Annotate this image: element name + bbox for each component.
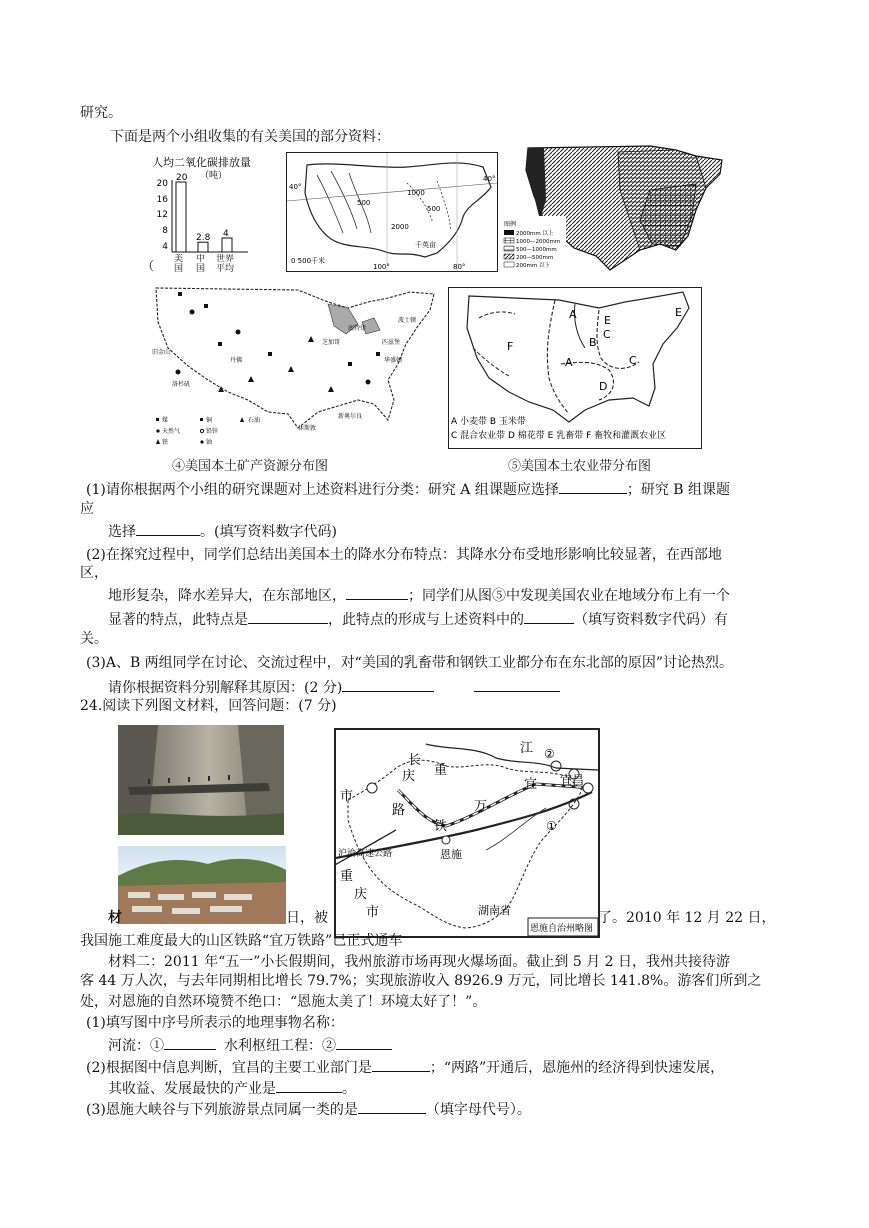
agri-legend-line2: C 混合农业带 D 棉花带 E 乳畜带 F 畜牧和灌溉农业区 xyxy=(451,431,667,441)
q24-2-text-c: 其收益、发展最快的产业是 xyxy=(108,1081,276,1097)
enshi-label-wan: 万 xyxy=(474,799,488,814)
answer-blank[interactable] xyxy=(474,677,560,692)
enshi-label-shi2: 市 xyxy=(366,905,380,920)
city-boston: 波士顿 xyxy=(398,317,417,324)
precip-legend-1: 2000mm 以上 xyxy=(516,231,554,237)
q2-text-c: 显著的特点，此特点是 xyxy=(108,612,248,628)
city-la: 洛杉矶 xyxy=(172,381,191,388)
q2-line1: (2)在探究过程中，同学们总结出美国本土的降水分布特点：其降水分布受地形影响比较显著，在西部地 xyxy=(86,547,722,563)
bar-world xyxy=(222,238,232,252)
agri-letter-b: B xyxy=(589,336,597,349)
precip-legend-title: 图例 xyxy=(504,221,517,228)
terrain-scale: 0 500千米 xyxy=(291,257,326,265)
y-tick: 12 xyxy=(156,210,168,220)
q2-text-b: ；同学们从图⑤中发现美国农业在地域分布上有一个 xyxy=(408,588,730,604)
terrain-label-500b: 500 xyxy=(427,205,441,213)
terrain-label-500a: 500 xyxy=(357,199,371,207)
y-tick: 20 xyxy=(156,179,168,189)
city-houston: 休斯敦 xyxy=(298,425,317,432)
intro-text: 下面是两个小组收集的有关美国的部分资料： xyxy=(110,129,390,145)
agri-letter-a2: A xyxy=(565,356,573,369)
agri-letter-e2: E xyxy=(675,306,682,319)
enshi-label-zhong1: 重 xyxy=(434,763,448,778)
y-tick: 16 xyxy=(156,195,168,205)
fig5-caption: ⑤美国本土农业带分布图 xyxy=(508,459,652,474)
q1-line2: 应 xyxy=(80,501,94,517)
agri-letter-e1: E xyxy=(604,314,611,327)
q2-line3 xyxy=(108,585,730,606)
q24-title: 24.阅读下列图文材料，回答问题：(7 分) xyxy=(80,698,337,714)
city-sf: 旧金山 xyxy=(152,349,171,356)
enshi-map xyxy=(334,728,600,938)
co2-bar-chart xyxy=(140,152,282,280)
q24-1-text-a: 河流：① xyxy=(108,1038,164,1054)
material1-end: 了。2010 年 12 月 22 日， xyxy=(598,910,776,926)
precipitation-map xyxy=(500,140,732,274)
q3-line1: (3)A、B 两组同学在讨论、交流过程中，对“美国的乳畜带和钢铁工业都分布在东北部的原因”讨论热烈。 xyxy=(86,655,733,671)
answer-blank[interactable] xyxy=(336,1035,392,1050)
enshi-label-zhong2: 重 xyxy=(340,869,354,884)
bar-usa xyxy=(176,182,186,252)
q24-3-line1 xyxy=(86,1099,531,1120)
q24-1-line1: (1)填写图中序号所表示的地理事物名称： xyxy=(86,1015,344,1031)
enshi-label-yichang: 宜昌 xyxy=(560,773,585,787)
terrain-label-80: 80° xyxy=(453,263,466,271)
answer-blank[interactable] xyxy=(346,585,408,600)
material2-line2: 客 44 万人次，与去年同期相比增长 79.7%；实现旅游收入 8926.9 万元，同比增长 141.8%。游客们所到之 xyxy=(80,973,762,989)
city-denver: 丹佛 xyxy=(230,357,243,364)
co2-chart-unit: （吨） xyxy=(200,171,228,181)
terrain-label-100: 100° xyxy=(373,263,390,271)
q24-1-text-b: 水利枢纽工程：② xyxy=(224,1038,336,1054)
q24-2-text-d: 。 xyxy=(342,1081,356,1097)
enshi-caption: 恩施自治州略图 xyxy=(530,924,594,934)
paren-open: （ xyxy=(142,259,155,273)
precip-legend-2: 1000—2000mm xyxy=(516,239,561,245)
terrain-label-40e: 40° xyxy=(483,175,496,183)
answer-blank[interactable] xyxy=(358,1099,426,1114)
answer-blank[interactable] xyxy=(136,521,200,536)
agri-letter-c1: C xyxy=(629,354,637,367)
precip-legend-3: 500—1000mm xyxy=(516,247,557,253)
material1-start: 材 xyxy=(108,910,122,926)
material2-line1: 材料二：2011 年“五一”小长假期间，我州旅游市场再现火爆场面。截止到 5 月 2 日，我州共接待游 xyxy=(108,954,731,970)
q2-line4 xyxy=(108,609,728,630)
answer-blank[interactable] xyxy=(559,479,627,494)
city-pittsburgh: 匹兹堡 xyxy=(382,339,401,346)
fig4-caption: ④美国本土矿产资源分布图 xyxy=(172,459,329,474)
mineral-legend-leadzinc: 铅锌 xyxy=(206,428,219,435)
q2-line2: 区， xyxy=(80,565,108,581)
enshi-label-tie: 铁 xyxy=(434,819,448,834)
material1-mid: 日，被 xyxy=(286,910,328,926)
enshi-label-chang: 长 xyxy=(408,753,422,768)
terrain-map xyxy=(286,152,498,272)
q1-text-b: ；研究 B 组课题 xyxy=(626,482,731,498)
text-yanjiu: 研究。 xyxy=(80,105,122,121)
canyon-photo xyxy=(118,725,284,835)
answer-blank[interactable] xyxy=(248,609,328,624)
y-tick: 4 xyxy=(162,242,168,252)
bar-label-world: 世界平均 xyxy=(216,254,235,274)
answer-blank[interactable] xyxy=(524,609,574,624)
q24-2-text-a: (2)根据图中信息判断，宜昌的主要工业部门是 xyxy=(86,1060,372,1076)
bar-value-china: 2.8 xyxy=(196,233,211,243)
enshi-label-yi: 宜 xyxy=(524,777,538,792)
material1-line2: 我国施工难度最大的山区铁路“宜万铁路”已正式通车 xyxy=(80,933,403,949)
terrain-label-acre: 千英亩 xyxy=(415,241,436,249)
bar-value-usa: 20 xyxy=(176,173,188,183)
enshi-label-2: ② xyxy=(544,747,555,761)
enshi-label-shi1: 市 xyxy=(340,789,354,804)
mineral-map xyxy=(148,282,444,452)
q24-1-line2 xyxy=(108,1035,392,1056)
mineral-legend-uranium: 铀 xyxy=(206,439,213,446)
bar-label-china: 中国 xyxy=(196,254,206,274)
city-neworleans: 新奥尔良 xyxy=(338,413,363,420)
q2-text-d: ，此特点的形成与上述资料中的 xyxy=(328,612,524,628)
enshi-label-qing2: 庆 xyxy=(354,887,368,902)
bar-label-usa: 美国 xyxy=(174,254,184,274)
q1-text-a: (1)请你根据两个小组的研究课题对上述资料进行分类：研究 A 组课题应选择 xyxy=(86,482,559,498)
q3-line2 xyxy=(108,677,560,698)
mineral-legend-coal: 煤 xyxy=(162,417,169,424)
q2-text-e: （填写资料数字代码）有 xyxy=(574,612,728,628)
q1-text-c: 选择 xyxy=(108,524,136,540)
terrain-label-1000: 1000 xyxy=(407,189,425,197)
q1-line1 xyxy=(86,479,730,500)
agri-letter-a1: A xyxy=(569,308,577,321)
enshi-label-lu: 路 xyxy=(392,803,406,818)
mineral-legend-gas: 天然气 xyxy=(162,428,181,435)
q24-3-text-a: (3)恩施大峡谷与下列旅游景点同属一类的是 xyxy=(86,1102,358,1118)
precip-legend-5: 200mm 以下 xyxy=(516,263,550,269)
construction-photo xyxy=(118,846,286,924)
q24-3-text-b: （填字母代号）。 xyxy=(425,1102,531,1118)
q1-line3 xyxy=(108,521,337,542)
bar-china xyxy=(198,242,208,252)
mineral-legend-iron: 铁 xyxy=(162,439,169,446)
material2-line3: 处，对恩施的自然环境赞不绝口：“恩施太美了！环境太好了！”。 xyxy=(80,994,487,1010)
q2-line5: 关。 xyxy=(80,631,108,647)
agri-legend-line1: A 小麦带 B 玉米带 xyxy=(451,417,526,427)
city-washington: 华盛顿 xyxy=(384,357,403,364)
agri-letter-f: F xyxy=(507,340,514,353)
answer-blank[interactable] xyxy=(372,1057,430,1072)
agriculture-map xyxy=(448,287,702,449)
answer-blank[interactable] xyxy=(342,677,434,692)
enshi-label-1: ① xyxy=(546,819,557,833)
mineral-legend-copper: 铜 xyxy=(206,417,213,424)
enshi-label-hunan: 湖南省 xyxy=(478,904,511,917)
q24-2-line1 xyxy=(86,1057,724,1078)
answer-blank[interactable] xyxy=(276,1078,342,1093)
mineral-legend-oil: 石油 xyxy=(248,417,261,424)
q3-text-a: 请你根据资料分别解释其原因：(2 分) xyxy=(108,680,343,696)
terrain-label-2000: 2000 xyxy=(391,223,409,231)
enshi-label-highway: 沪渝高速公路 xyxy=(338,849,393,859)
agri-letter-c2: C xyxy=(603,328,611,341)
co2-chart-title: 人均二氧化碳排放量 xyxy=(152,156,251,169)
q24-2-line2 xyxy=(108,1078,356,1099)
y-tick: 8 xyxy=(162,226,168,236)
enshi-label-qing1: 庆 xyxy=(402,769,416,784)
enshi-label-jiang: 江 xyxy=(520,741,534,756)
q2-text-a: 地形复杂，降水差异大，在东部地区， xyxy=(108,588,346,604)
city-chicago: 芝加哥 xyxy=(322,339,341,346)
q24-2-text-b: ；“两路”开通后，恩施州的经济得到快速发展， xyxy=(429,1060,725,1076)
q1-text-d: 。(填写资料数字代码) xyxy=(200,524,337,540)
enshi-label-enshi: 恩施 xyxy=(440,848,462,861)
answer-blank[interactable] xyxy=(164,1035,216,1050)
city-detroit: 底特律 xyxy=(348,325,367,332)
agri-letter-d: D xyxy=(599,380,608,393)
bar-value-world: 4 xyxy=(223,229,229,239)
terrain-label-40w: 40° xyxy=(289,183,302,191)
precip-legend-4: 200—500mm xyxy=(516,255,554,261)
